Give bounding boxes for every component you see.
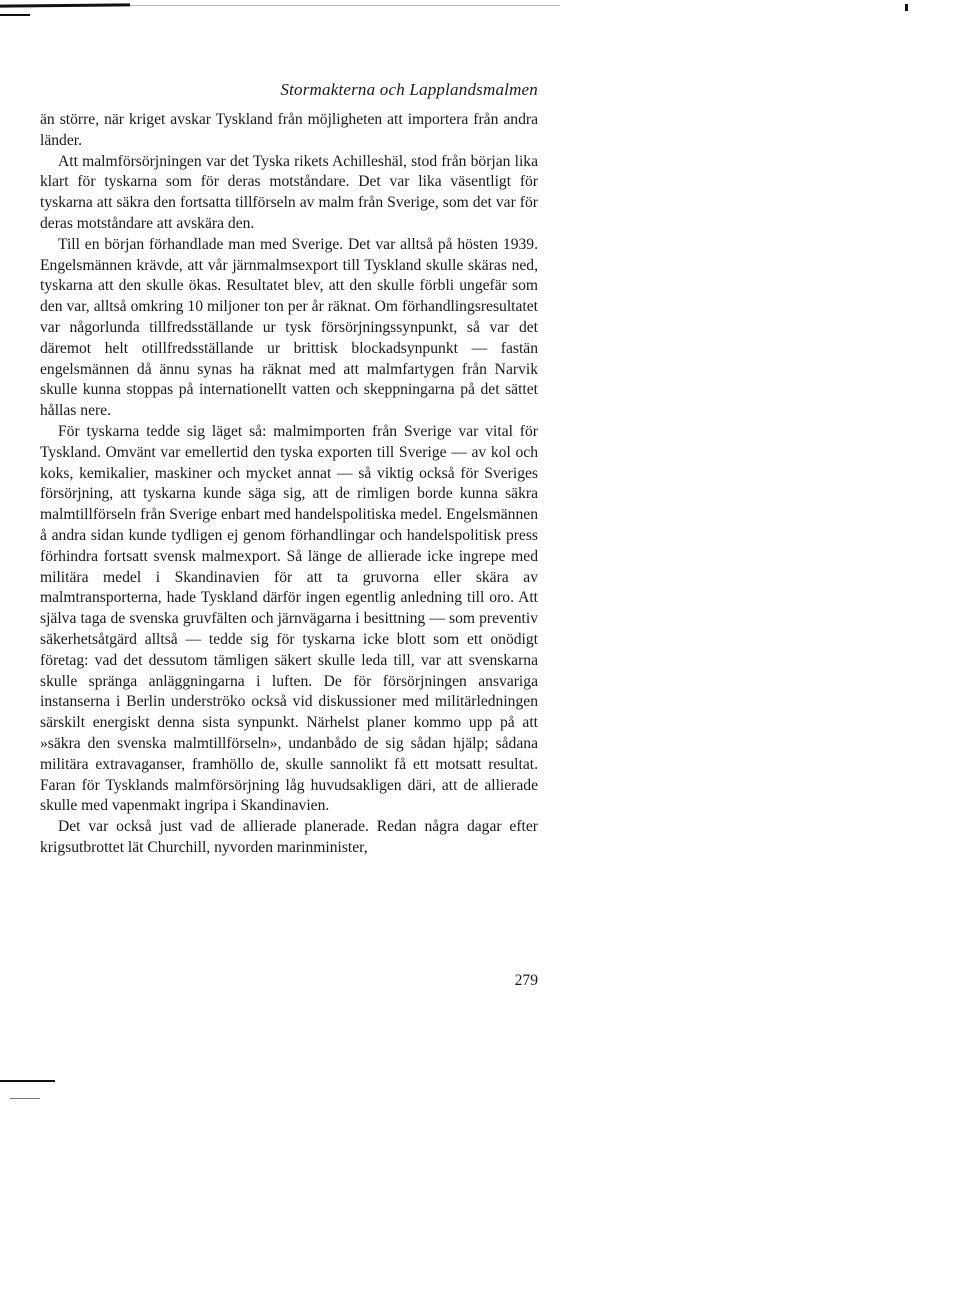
scan-artifact <box>130 5 560 6</box>
paragraph: Det var också just vad de allierade planerade. Redan några dagar efter krigsutbrottet lät Churchill, nyvorden marinminister, <box>40 818 538 856</box>
book-page <box>40 80 538 859</box>
scan-artifact <box>10 1098 40 1099</box>
scan-artifact <box>0 3 130 7</box>
running-head: Stormakterna och Lapplandsmalmen <box>280 80 538 99</box>
page-number: 279 <box>514 972 538 989</box>
paragraph: Att malmförsörjningen var det Tyska rikets Achilleshäl, stod från början lika klart för tyskarna som för deras motståndare. Det var lika väsentligt för tyskarna att säkra den fortsatta tillförseln av malm från Sverige, som det var för deras motståndare att avskära den. <box>40 152 538 232</box>
scan-artifact <box>0 1080 55 1082</box>
paragraph: Till en början förhandlade man med Sverige. Det var alltså på hösten 1939. Engelsmännen krävde, att vår järnmalmsexport till Tyskland skulle skäras ned, tyskarna att den skulle ökas. Resultatet blev, att den skulle förbli ungefär som den var, alltså omkring 10 miljoner ton per år räknat. Om förhandlingsresultatet var någorlunda tillfredsställande ur tysk försörjningssynpunkt, så var det däremot helt otillfredsställande ur brittisk blockadsynpunkt — fastän engelsmännen då ännu synas ha räknat med att malmfartygen från Narvik skulle kunna stoppas på internationellt vatten och skeppningarna på det sättet hållas nere. <box>40 235 538 420</box>
body-text <box>40 110 538 859</box>
paragraph: För tyskarna tedde sig läget så: malmimporten från Sverige var vital för Tyskland. Omvänt var emellertid den tyska exporten till Sverige — av kol och koks, kemikalier, maskiner och mycket annat — så viktig också för Sveriges försörjning, att tyskarna kunde säga sig, att de rimligen borde kunna säkra malmtillförseln från Sverige enbart med handelspolitiska medel. Engelsmännen å andra sidan kunde tydligen ej genom förhandlingar och handelspolitisk press förhindra fortsatt svensk malmexport. Så länge de allierade icke ingrepe med militära medel i Skandinavien för att ta gruvorna eller skära av malmtransporterna, hade Tyskland därför ingen egentlig anledning till oro. Att själva taga de svenska gruvfälten och järnvägarna i besittning — som preventiv säkerhetsåtgärd alltså — tedde sig för tyskarna icke blott som ett onödigt företag: vad det dessutom tämligen säkert skulle leda till, var att svenskarna skulle spränga anläggningarna i luften. De för försörjningen ansvariga instanserna i Berlin underströko också vid diskussioner med militärledningen särskilt energiskt denna sista synpunkt. Närhelst planer kommo upp på att »säkra den svenska malmtillförseln», undanbådo de sig sådan hjälp; sådana militära extravaganser, framhöllo de, skulle sannolikt få ett motsatt resultat. Faran för Tysklands malmförsörjning låg huvudsakligen däri, att de allierade skulle med vapenmakt ingripa i Skandinavien. <box>40 422 538 815</box>
scan-artifact <box>0 14 30 16</box>
paragraph: än större, när kriget avskar Tyskland från möjligheten att importera från andra länder. <box>40 111 538 149</box>
scan-artifact <box>905 4 908 11</box>
